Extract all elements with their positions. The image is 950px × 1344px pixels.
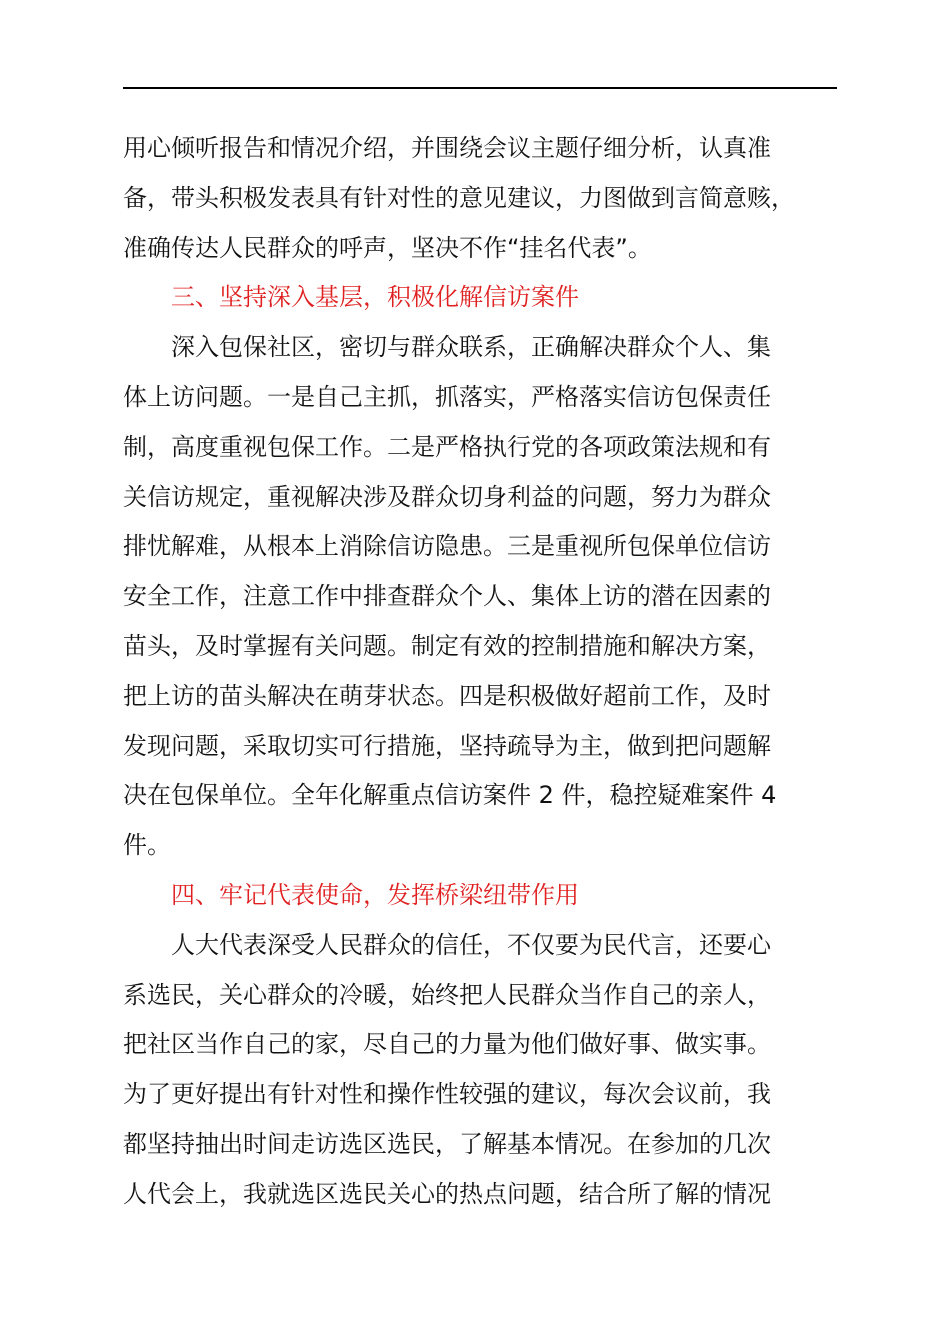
body-line: 把上访的苗头解决在萌芽状态。四是积极做好超前工作，及时: [123, 681, 771, 710]
body-line: 备，带头积极发表具有针对性的意见建议，力图做到言简意赅，: [123, 183, 795, 212]
body-line: 为了更好提出有针对性和操作性较强的建议，每次会议前，我: [123, 1080, 771, 1109]
body-line: 安全工作，注意工作中排查群众个人、集体上访的潜在因素的: [123, 582, 771, 611]
header-rule: [123, 87, 837, 89]
section-heading-4: 四、牢记代表使命，发挥桥梁纽带作用: [171, 880, 579, 909]
body-line: 制，高度重视包保工作。二是严格执行党的各项政策法规和有: [123, 432, 771, 461]
body-line: 排忧解难，从根本上消除信访隐患。三是重视所包保单位信访: [123, 532, 771, 561]
body-line: 关信访规定，重视解决涉及群众切身利益的问题，努力为群众: [123, 482, 771, 511]
body-line: 准确传达人民群众的呼声，坚决不作“挂名代表”。: [123, 233, 652, 262]
body-line: 件。: [123, 831, 171, 860]
paragraph-first-line: 深入包保社区，密切与群众联系，正确解决群众个人、集: [171, 333, 771, 362]
section-heading-3: 三、坚持深入基层，积极化解信访案件: [171, 283, 579, 312]
body-line: 把社区当作自己的家，尽自己的力量为他们做好事、做实事。: [123, 1030, 771, 1059]
body-line: 体上访问题。一是自己主抓，抓落实，严格落实信访包保责任: [123, 382, 771, 411]
paragraph-first-line: 人大代表深受人民群众的信任，不仅要为民代言，还要心: [171, 930, 771, 959]
body-line: 苗头，及时掌握有关问题。制定有效的控制措施和解决方案，: [123, 631, 771, 660]
body-line: 用心倾听报告和情况介绍，并围绕会议主题仔细分析，认真准: [123, 134, 771, 162]
body-line: 决在包保单位。全年化解重点信访案件 2 件，稳控疑难案件 4: [123, 781, 777, 810]
document-body: [123, 124, 843, 1220]
body-line: 发现问题，采取切实可行措施，坚持疏导为主，做到把问题解: [123, 731, 771, 760]
body-line: 人代会上，我就选区选民关心的热点问题，结合所了解的情况: [123, 1179, 771, 1208]
body-line: 都坚持抽出时间走访选区选民，了解基本情况。在参加的几次: [123, 1129, 771, 1158]
body-line: 系选民，关心群众的冷暖，始终把人民群众当作自己的亲人，: [123, 980, 771, 1009]
